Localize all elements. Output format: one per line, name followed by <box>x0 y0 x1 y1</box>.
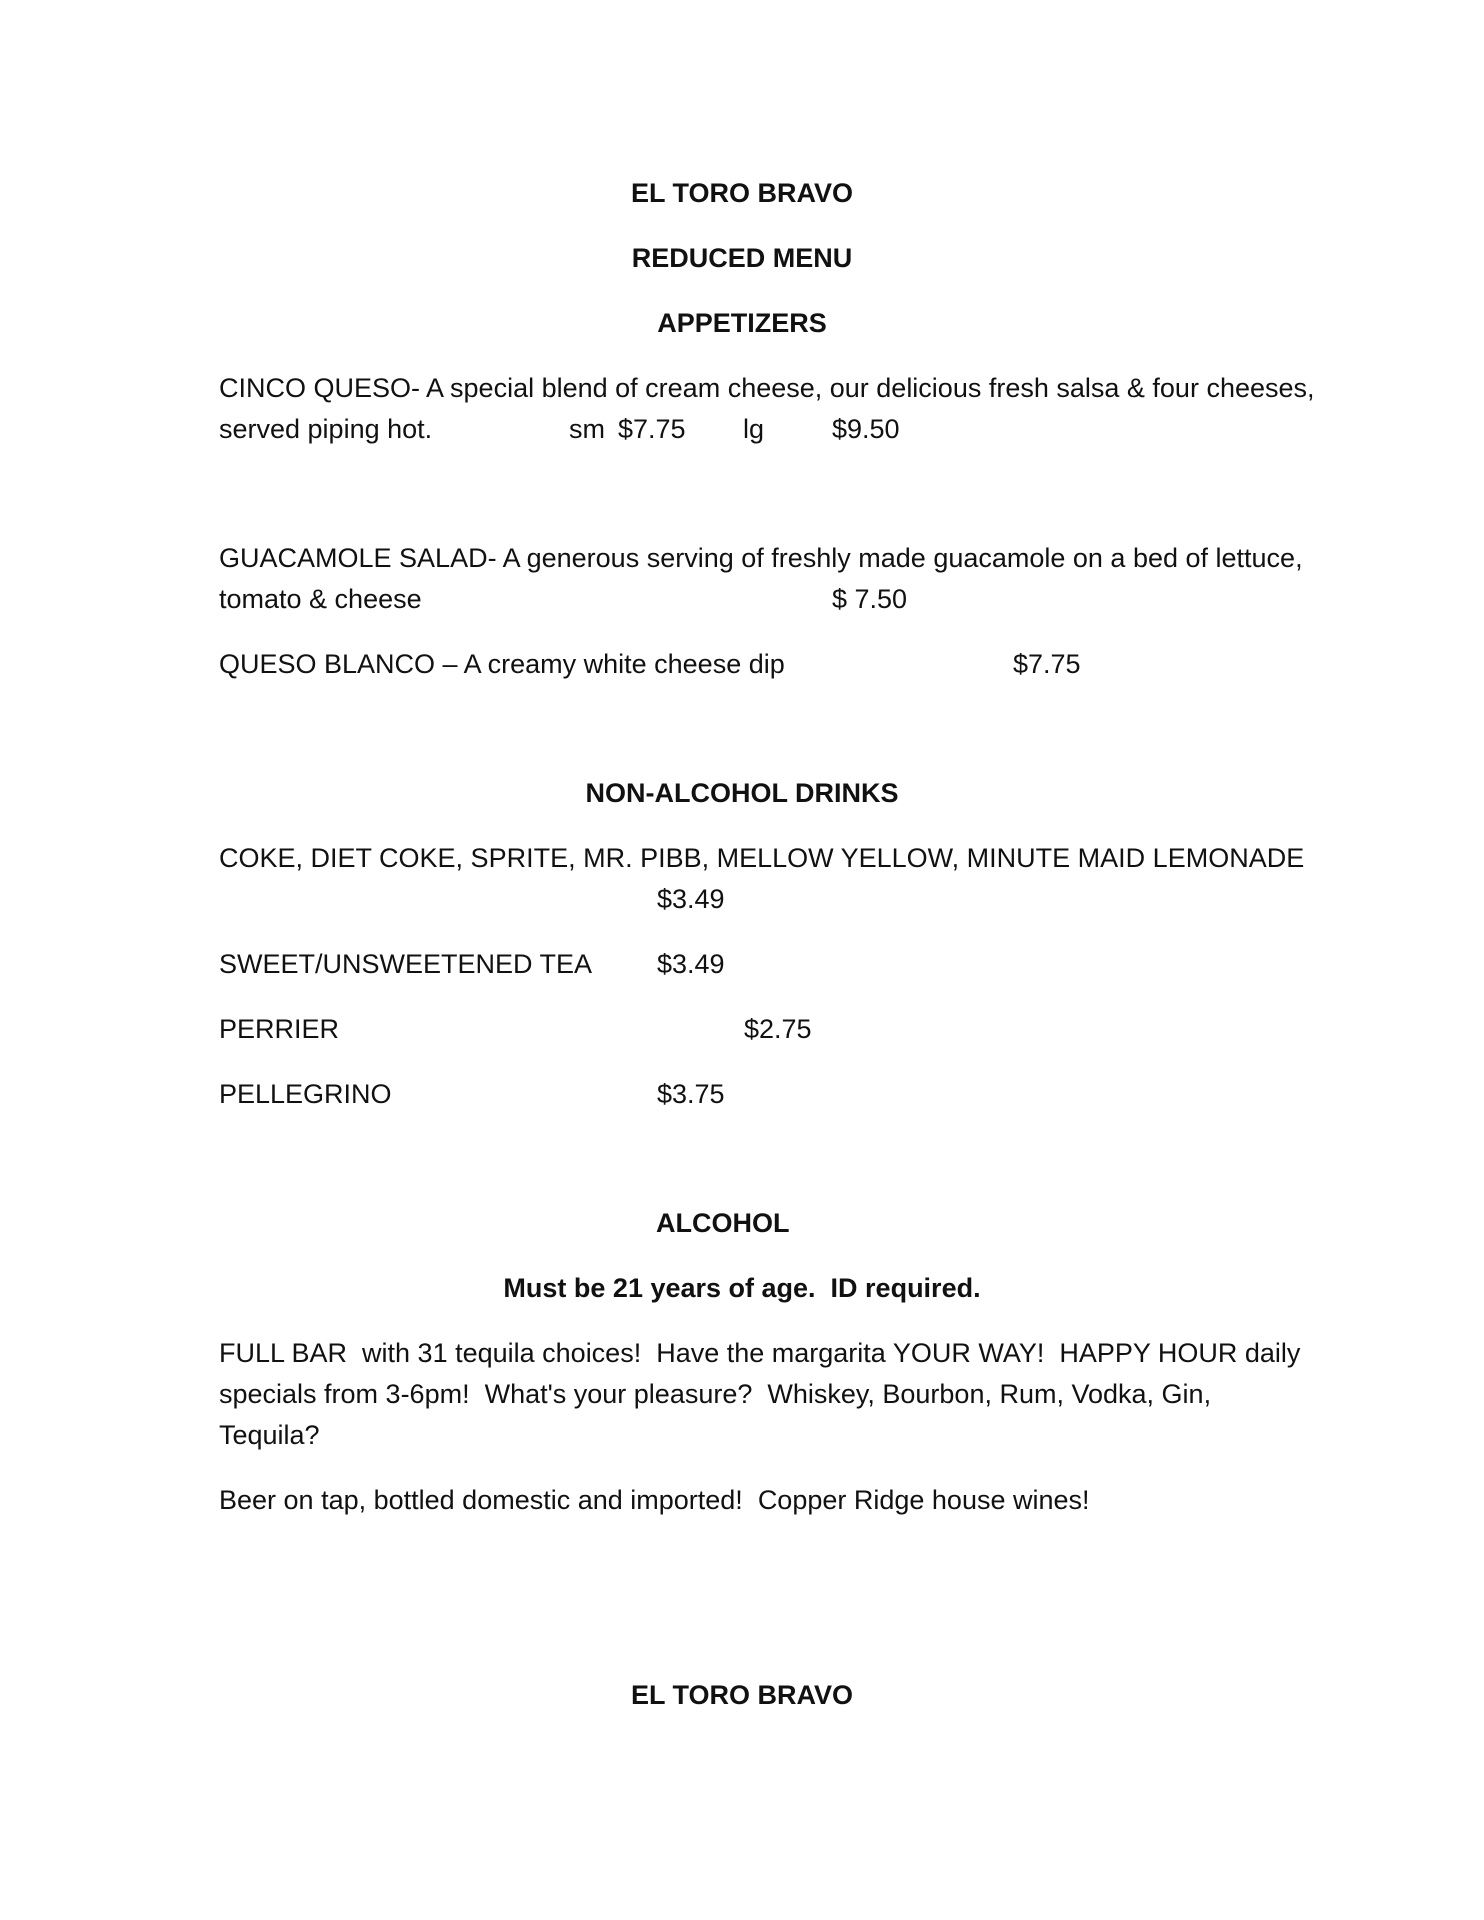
cinco-queso-lg-label: lg <box>743 414 765 444</box>
tea-price: $3.49 <box>657 949 725 979</box>
cinco-queso-lg-price: $9.50 <box>832 414 900 444</box>
full-bar-description-line3: Tequila? <box>219 1420 320 1450</box>
appetizers-heading: APPETIZERS <box>657 308 827 338</box>
cinco-queso-sm-price: $7.75 <box>618 414 686 444</box>
pellegrino-price: $3.75 <box>657 1079 725 1109</box>
tea-item: SWEET/UNSWEETENED TEA <box>219 949 593 979</box>
sodas-price: $3.49 <box>657 884 725 914</box>
age-requirement-notice: Must be 21 years of age. ID required. <box>503 1273 981 1303</box>
guacamole-salad-description-line1: GUACAMOLE SALAD- A generous serving of freshly made guacamole on a bed of lettuce, <box>219 543 1303 573</box>
perrier-item: PERRIER <box>219 1014 340 1044</box>
cinco-queso-description-line2: served piping hot. <box>219 414 433 444</box>
guacamole-salad-price: $ 7.50 <box>832 584 908 614</box>
guacamole-salad-description-line2: tomato & cheese <box>219 584 422 614</box>
perrier-price: $2.75 <box>744 1014 812 1044</box>
footer-restaurant-name: EL TORO BRAVO <box>630 1680 854 1710</box>
full-bar-description-line2: specials from 3-6pm! What's your pleasure? Whiskey, Bourbon, Rum, Vodka, Gin, <box>219 1379 1212 1409</box>
alcohol-heading: ALCOHOL <box>656 1208 790 1238</box>
beer-wine-description: Beer on tap, bottled domestic and imported! Copper Ridge house wines! <box>219 1485 1090 1515</box>
cinco-queso-description-line1: CINCO QUESO- A special blend of cream cheese, our delicious fresh salsa & four cheeses, <box>219 373 1315 403</box>
queso-blanco-description: QUESO BLANCO – A creamy white cheese dip <box>219 649 785 679</box>
full-bar-description-line1: FULL BAR with 31 tequila choices! Have the margarita YOUR WAY! HAPPY HOUR daily <box>219 1338 1301 1368</box>
sodas-item: COKE, DIET COKE, SPRITE, MR. PIBB, MELLOW YELLOW, MINUTE MAID LEMONADE <box>219 843 1305 873</box>
pellegrino-item: PELLEGRINO <box>219 1079 392 1109</box>
menu-title: REDUCED MENU <box>631 243 853 273</box>
non-alcohol-drinks-heading: NON-ALCOHOL DRINKS <box>585 778 899 808</box>
queso-blanco-price: $7.75 <box>1013 649 1081 679</box>
cinco-queso-sm-label: sm <box>569 414 605 444</box>
restaurant-name-title: EL TORO BRAVO <box>630 178 854 208</box>
